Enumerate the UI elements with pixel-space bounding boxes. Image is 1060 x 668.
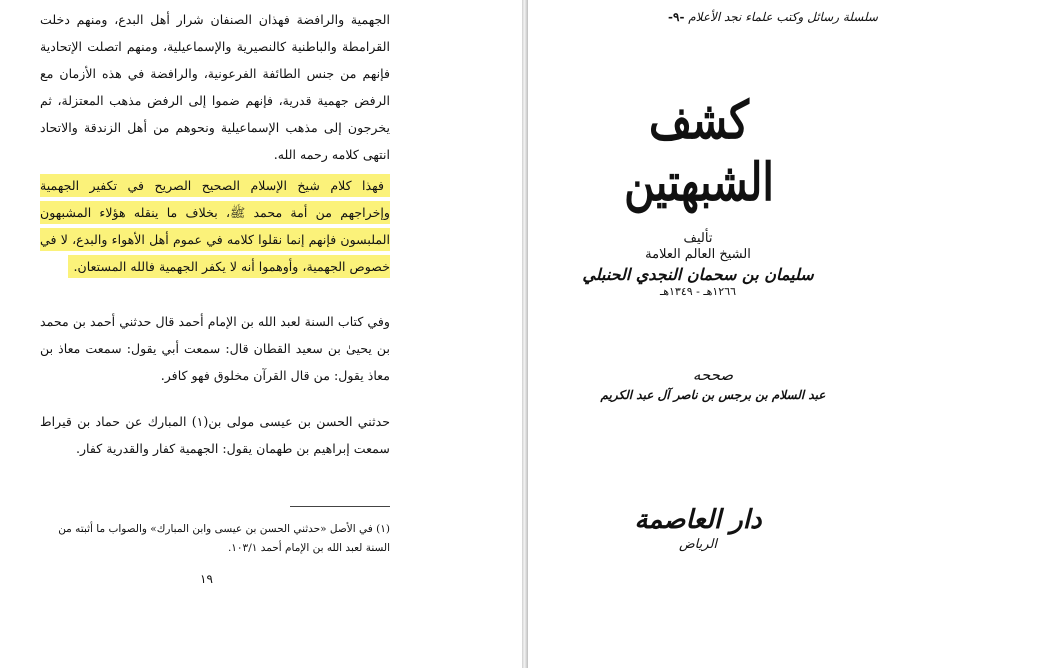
paragraph-3: وفي كتاب السنة لعبد الله بن الإمام أحمد قال حدثني أحمد بن محمد بن يحيىٰ بن سعيد القطان قال: سمعت أبي يقول: سمعت معاذ بن معاذ يقول: من قال القرآن مخلوق فهو كافر.	[40, 314, 390, 383]
authored-label: تأليف	[683, 231, 713, 246]
left-page	[0, 0, 522, 668]
authorship-block	[573, 232, 823, 298]
publisher-block	[608, 506, 788, 552]
corrector-block	[578, 366, 848, 402]
highlighted-paragraph	[40, 172, 390, 280]
title-page	[528, 0, 1060, 668]
series-title: سلسلة رسائل وكتب علماء نجد الأعلام	[688, 10, 878, 24]
book-title: كشف الشبهتين	[624, 90, 774, 214]
publisher-name: دار العاصمة	[634, 505, 762, 535]
series-number: -٩-	[668, 10, 685, 24]
paragraph-1: الجهمية والرافضة فهذان الصنفان شرار أهل البدع، ومنهم دخلت القرامطة والباطنية كالنصيرية والإسماعيلية، ومنهم اتصلت الإتحادية فإنهم من جنس الطائفة الفرعونية، والرافضة في هذه الأزمان مع الرفض جهمية قدرية، فإنهم ضموا إلى الرفض مذهب المعتزلة، ثم يخرجون إلى مذهب الإسماعيلية ونحوهم من أهل الزندقة والاتحاد انتهى كلامه رحمه الله.	[40, 12, 390, 162]
corrected-label: صححه	[692, 366, 734, 384]
corrector-name: عبد السلام بن برجس بن ناصر آل عبد الكريم	[600, 388, 826, 402]
highlighted-text: فهذا كلام شيخ الإسلام الصحيح الصريح في تكفير الجهمية وإخراجهم من أمة محمد ﷺ، بخلاف ما ينقله هؤلاء المشبهون الملبسون فإنهم إنما نقلوا كلامه في عموم أهل الأهواء والبدع، لا في خصوص الجهمية، وأوهموا أنه لا يكفر الجهمية فالله المستعان.	[40, 174, 390, 278]
footnote-divider	[290, 506, 390, 507]
footnote: (١) في الأصل «حدثني الحسن بن عيسى وابن المبارك» والصواب ما أثبته من السنة لعبد الله بن الإمام أحمد ١٠٣/١.	[58, 523, 390, 554]
publisher-city: الرياض	[678, 536, 718, 552]
page-number: ١٩	[200, 572, 213, 586]
author-title: الشيخ العالم العلامة	[645, 247, 751, 263]
author-dates: ١٢٦٦هـ - ١٣٤٩هـ	[659, 285, 737, 299]
paragraph-4: حدثني الحسن بن عيسى مولى بن(١) المبارك عن حماد بن قيراط سمعت إبراهيم بن طهمان يقول: الجهمية كفار والقدرية كفار.	[40, 414, 391, 456]
author-name: سليمان بن سحمان النجدي الحنبلي	[582, 264, 814, 284]
series-header	[608, 10, 878, 24]
